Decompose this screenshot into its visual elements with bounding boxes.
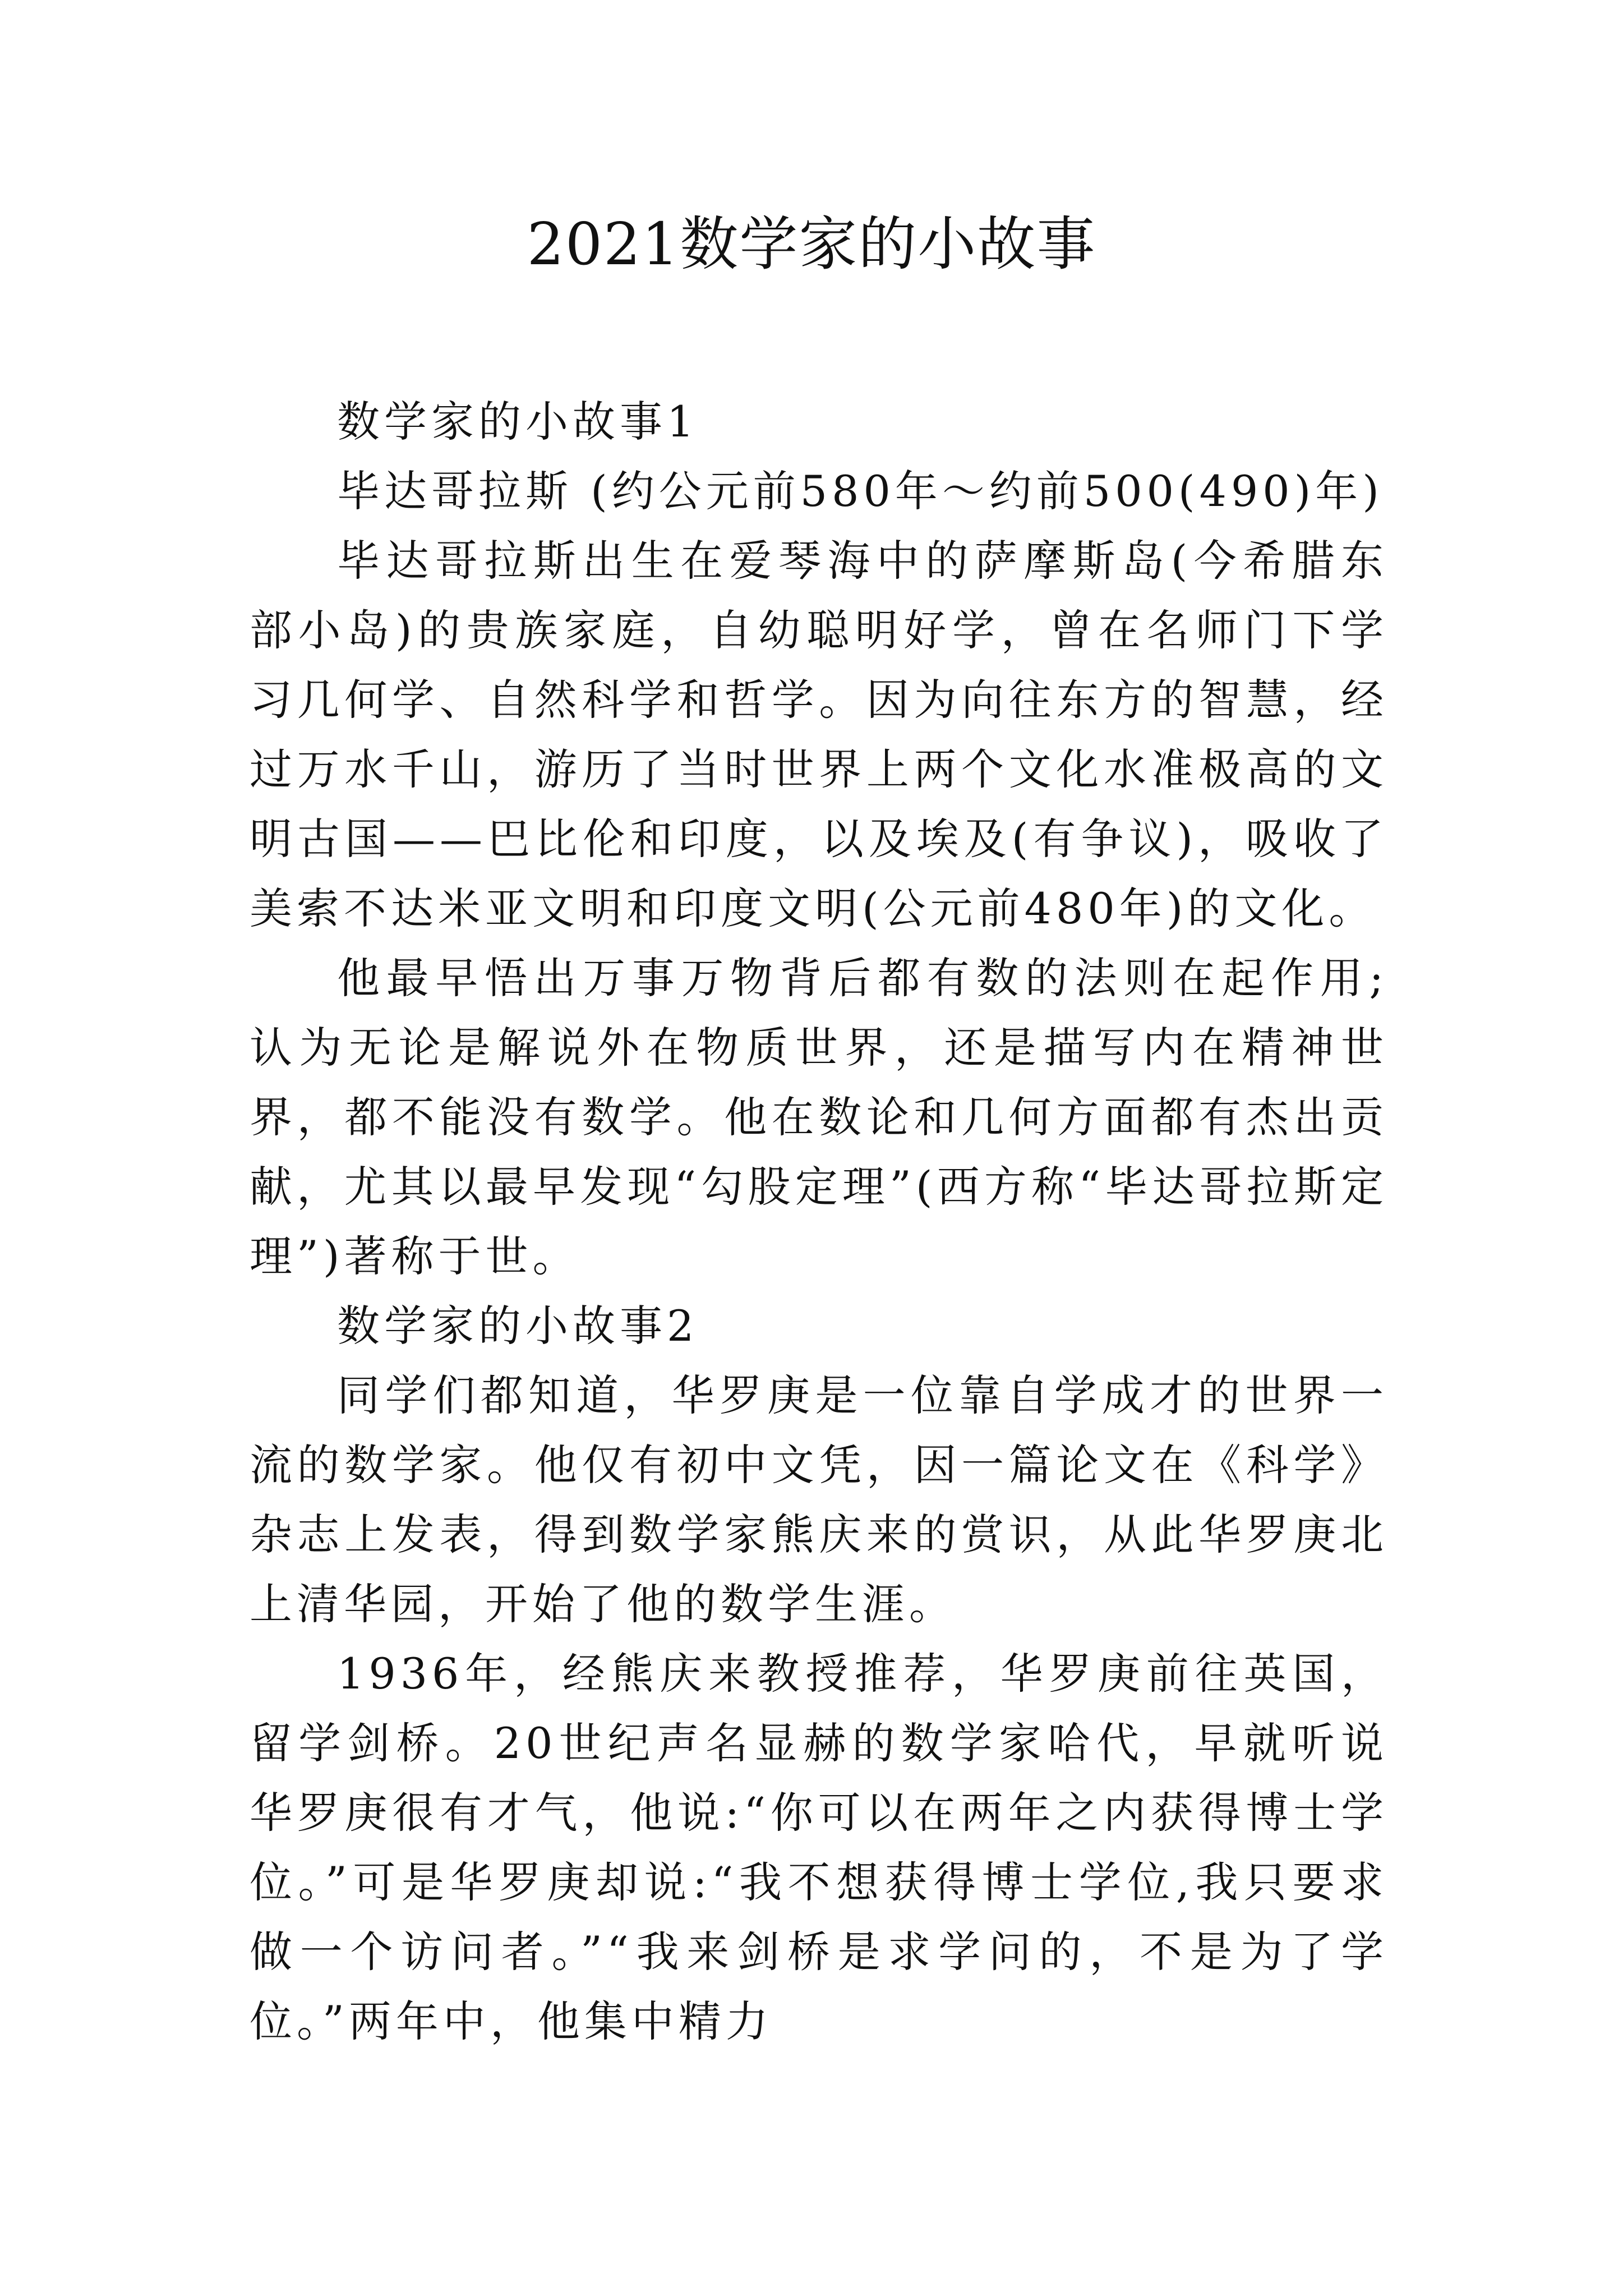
section-heading-2: 数学家的小故事2 [337, 1301, 699, 1351]
paragraph-pythagoras-bio: 毕达哥拉斯出生在爱琴海中的萨摩斯岛(今希腊东部小岛)的贵族家庭，自幼聪明好学，曾在名师门下学习几何学、自然科学和哲学。因为向往东方的智慧，经过万水千山，游历了当时世界上两个文化水准极高的文明古国——巴比伦和印度，以及埃及(有争议)，吸收了美索不达米亚文明和印度文明(公元前480年)的文化。 [250, 536, 1388, 933]
paragraph-hua-luogeng-intro: 同学们都知道，华罗庚是一位靠自学成才的世界一流的数学家。他仅有初中文凭，因一篇论文在《科学》杂志上发表，得到数学家熊庆来的赏识，从此华罗庚北上清华园，开始了他的数学生涯。 [250, 1370, 1388, 1629]
paragraph-hua-luogeng-cambridge: 1936年，经熊庆来教授推荐，华罗庚前往英国，留学剑桥。20世纪声名显赫的数学家哈代，早就听说华罗庚很有才气，他说:“你可以在两年之内获得博士学位。”可是华罗庚却说:“我不想获得博士学位,我只要求做一个访问者。”“我来剑桥是求学问的，不是为了学位。”两年中，他集中精力 [250, 1649, 1388, 2046]
document-title: 2021数学家的小故事 [527, 210, 1096, 278]
section-heading-1: 数学家的小故事1 [337, 397, 699, 447]
subject-line-pythagoras: 毕达哥拉斯 (约公元前580年～约前500(490)年) [337, 466, 1384, 516]
paragraph-pythagoras-contribution: 他最早悟出万事万物背后都有数的法则在起作用;认为无论是解说外在物质世界，还是描写内在精神世界，都不能没有数学。他在数论和几何方面都有杰出贡献，尤其以最早发现“勾股定理”(西方称“毕达哥拉斯定理”)著称于世。 [250, 953, 1388, 1281]
document-body [250, 387, 1388, 2056]
